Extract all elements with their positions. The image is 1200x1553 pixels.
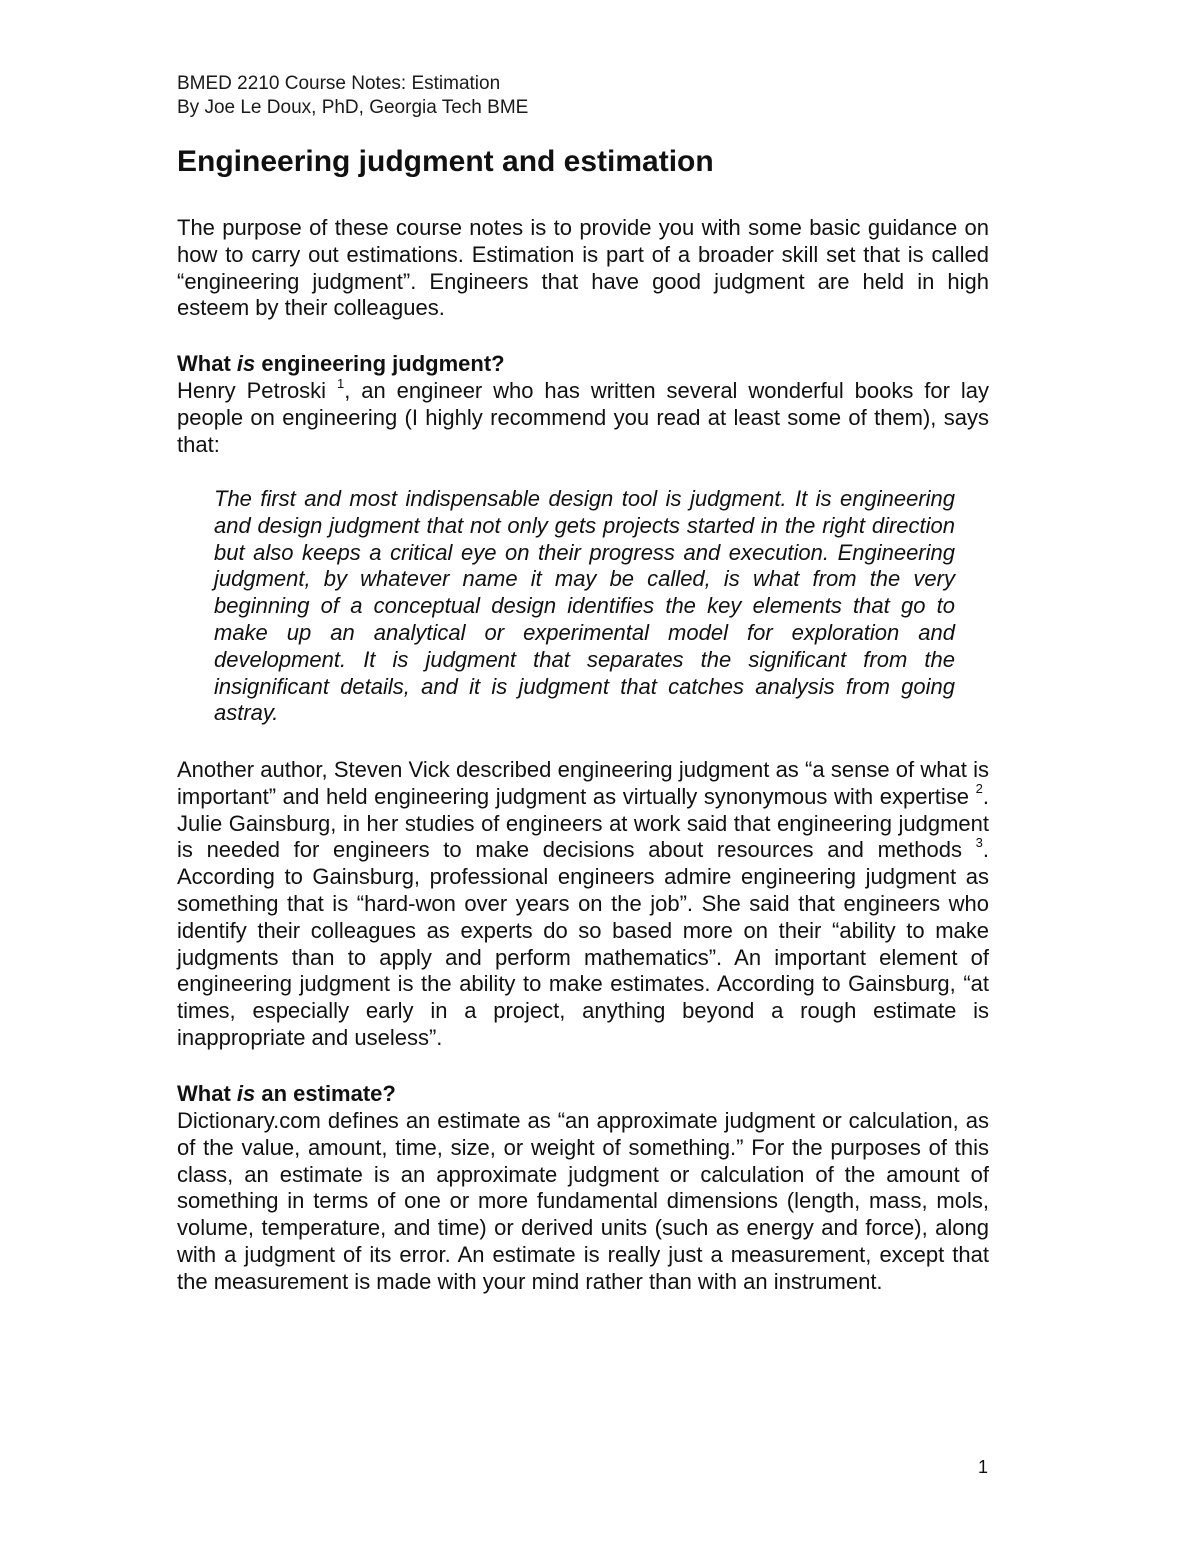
paragraph-text: Another author, Steven Vick described engineering judgment as “a sense of what is important” and held engineering judgment as virtually synonymous with expertise xyxy=(177,757,989,809)
footnote-ref-2: 2 xyxy=(975,781,983,797)
paragraph-text: . According to Gainsburg, professional engineers admire engineering judgment as something that is “hard-won over years on the job”. She said that engineers who identify their colleagues as experts do so based more on their “ability to make judgments than to apply and perform mathematics”. An important element of engineering judgment is the ability to make estimates. According to Gainsburg, “at times, especially early in a project, anything beyond a rough estimate is inappropriate and useless”. xyxy=(177,837,989,1050)
running-header xyxy=(177,72,528,120)
heading-emphasis: is xyxy=(236,1081,256,1106)
section-heading-engineering-judgment xyxy=(177,351,505,378)
petroski-paragraph xyxy=(177,375,989,458)
heading-text: What xyxy=(177,351,237,376)
heading-text: an estimate? xyxy=(255,1081,396,1106)
paragraph-text: . Julie Gainsburg, in her studies of engineers at work said that engineering judgment is needed for engineers to make decisions about resources and methods xyxy=(177,783,989,863)
estimate-definition-paragraph: Dictionary.com defines an estimate as “an approximate judgment or calculation, as of the value, amount, time, size, or weight of something.” For the purposes of this class, an estimate is an approximate judgment or calculation of the amount of something in terms of one or more fundamental dimensions (length, mass, mols, volume, temperature, and time) or derived units (such as energy and force), along with a judgment of its error. An estimate is really just a measurement, except that the measurement is made with your mind rather than with an instrument. xyxy=(177,1108,989,1294)
heading-text: engineering judgment? xyxy=(255,351,505,376)
paragraph-text: , an engineer who has written several wonderful books for lay people on engineering (I highly recommend you read at least some of them), says that: xyxy=(177,378,989,457)
intro-paragraph: The purpose of these course notes is to provide you with some basic guidance on how to carry out estimations. Estimation is part of a broader skill set that is called “engineering judgment”. Engineers that have good judgment are held in high esteem by their colleagues. xyxy=(177,215,989,321)
vick-gainsburg-paragraph xyxy=(177,757,989,1052)
document-title: Engineering judgment and estimation xyxy=(177,145,714,178)
page-number: 1 xyxy=(978,1457,989,1477)
footnote-ref-3: 3 xyxy=(975,835,983,851)
paragraph-text: Henry Petroski xyxy=(177,378,337,403)
footnote-ref-1: 1 xyxy=(336,375,345,391)
section-heading-estimate xyxy=(177,1081,396,1108)
petroski-quote: The first and most indispensable design tool is judgment. It is engineering and design judgment that not only gets projects started in the right direction but also keeps a critical eye on their progress and execution. Engineering judgment, by whatever name it may be called, is what from the very beginning of a conceptual design identifies the key elements that go to make up an analytical or experimental model for exploration and development. It is judgment that separates the significant from the insignificant details, and it is judgment that catches analysis from going astray. xyxy=(214,486,955,726)
header-author-line: By Joe Le Doux, PhD, Georgia Tech BME xyxy=(177,97,529,118)
header-course-line: BMED 2210 Course Notes: Estimation xyxy=(177,73,501,94)
heading-text: What xyxy=(177,1081,237,1106)
heading-emphasis: is xyxy=(236,351,256,376)
